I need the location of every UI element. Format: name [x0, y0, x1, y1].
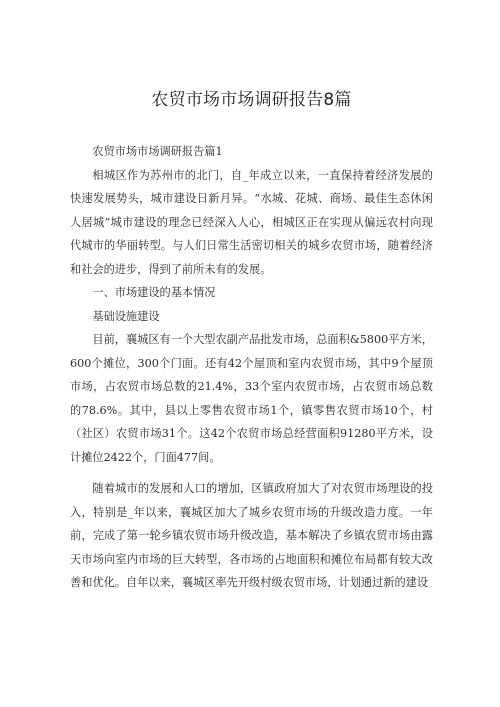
infrastructure-paragraph: 目前，襄城区有一个大型农副产品批发市场，总面积&5800平方米，600个摊位，300个门面。还有42个屋顶和室内农贸市场，其中9个屋顶市场，占农贸市场总数的21.4%，33个室内农贸市场，占农贸市场总数的78.6%。其中，县以上零售农贸市场1个，镇零售农贸市场10个，村（社区）农贸市场31个。这42个农贸市场总经营面积91280平方米，设计摊位2422个，门面477间。	[70, 333, 433, 464]
section-heading: 一、市场建设的基本情况	[92, 286, 216, 299]
subsection-heading: 基础设施建设	[92, 309, 160, 323]
development-paragraph: 随着城市的发展和人口的增加，区镇政府加大了对农贸市场理设的投入，特别是_年以来，襄城区加大了城乡农贸市场的升级改造力度。一年前，完成了第一轮乡镇农贸市场升级改造，基本解决了乡镇农贸市场由露天市场向室内市场的巨大转型，各市场的占地面积和摊位布局都有较大改善和优化。自年以来，襄城区率先开级村级农贸市场，计划通过新的建设	[70, 482, 433, 589]
document-body	[70, 140, 433, 595]
report-subtitle: 农贸市场市场调研报告篇1	[92, 145, 223, 158]
intro-paragraph: 相城区作为苏州市的北门，自_年成立以来，一直保持着经济发展的快速发展势头，城市建设日新月异。“水城、花城、商场、最佳生态休闲人居城”城市建设的理念已经深入人心，相城区正在实现从偏远农村向现代城市的华丽转型。与人们日常生活密切相关的城乡农贸市场，随着经济和社会的进步，得到了前所未有的发展。	[70, 168, 433, 276]
document-title: 农贸市场市场调研报告8篇	[151, 90, 352, 110]
